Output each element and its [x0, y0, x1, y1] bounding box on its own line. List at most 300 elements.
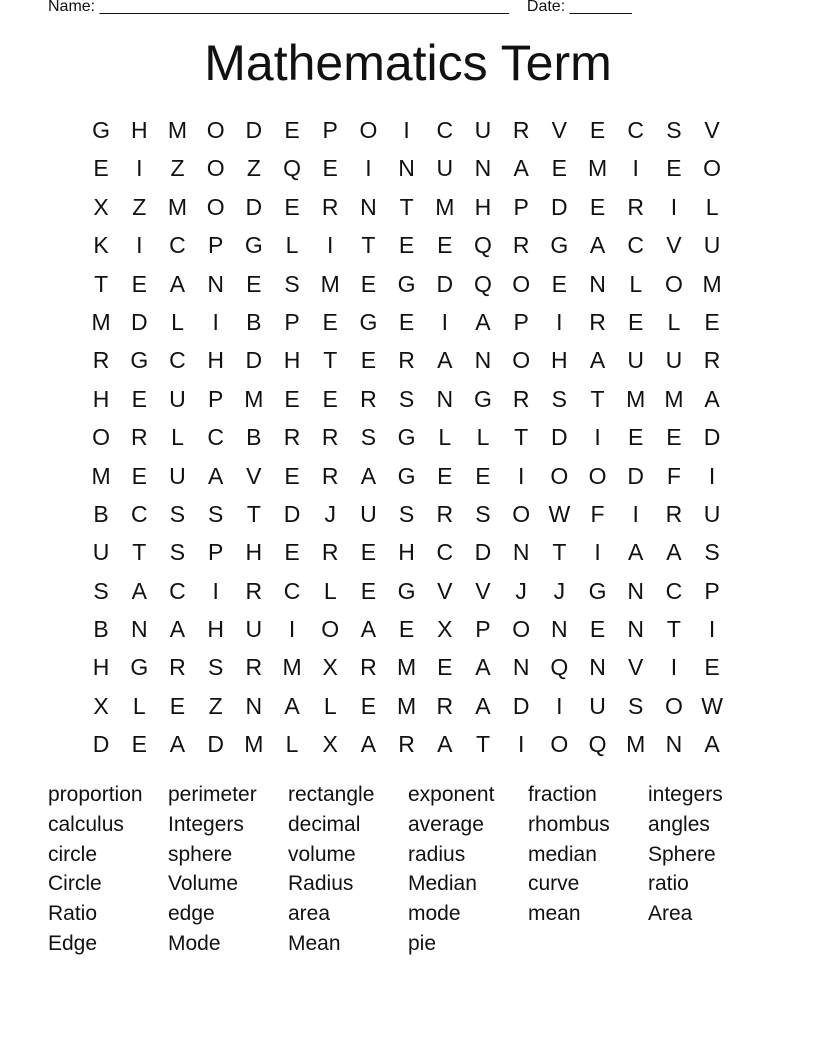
grid-letter[interactable]: D: [436, 270, 454, 297]
grid-letter[interactable]: T: [514, 424, 529, 451]
grid-letter[interactable]: C: [169, 347, 186, 374]
grid-letter[interactable]: E: [284, 117, 300, 143]
grid-letter[interactable]: R: [703, 347, 721, 374]
grid-letter[interactable]: D: [627, 462, 645, 489]
grid-letter[interactable]: D: [245, 193, 263, 220]
grid-letter[interactable]: T: [590, 385, 605, 412]
grid-letter[interactable]: H: [92, 654, 110, 681]
grid-letter[interactable]: T: [552, 539, 567, 566]
grid-letter[interactable]: A: [589, 232, 606, 259]
grid-letter[interactable]: T: [361, 232, 376, 259]
grid-letter[interactable]: N: [398, 155, 415, 182]
grid-letter[interactable]: D: [551, 424, 568, 451]
grid-letter[interactable]: R: [245, 577, 263, 604]
grid-letter[interactable]: R: [321, 462, 339, 489]
grid-letter[interactable]: X: [322, 654, 338, 681]
grid-letter[interactable]: L: [171, 308, 184, 335]
grid-letter[interactable]: L: [171, 424, 184, 451]
grid-letter[interactable]: A: [513, 155, 529, 182]
grid-letter[interactable]: E: [589, 616, 606, 643]
grid-letter[interactable]: R: [512, 232, 530, 259]
grid-letter[interactable]: G: [130, 347, 149, 374]
grid-letter[interactable]: M: [626, 385, 646, 412]
grid-letter[interactable]: D: [92, 731, 110, 758]
grid-letter[interactable]: N: [627, 577, 645, 604]
grid-letter[interactable]: R: [321, 193, 339, 220]
grid-letter[interactable]: I: [556, 308, 563, 335]
grid-letter[interactable]: E: [360, 577, 377, 604]
grid-letter[interactable]: A: [437, 731, 453, 758]
grid-letter[interactable]: Z: [132, 193, 147, 220]
grid-letter[interactable]: P: [207, 385, 224, 412]
grid-letter[interactable]: G: [397, 577, 416, 604]
grid-letter[interactable]: O: [588, 462, 607, 489]
grid-letter[interactable]: S: [398, 500, 415, 527]
grid-letter[interactable]: M: [282, 654, 302, 681]
grid-letter[interactable]: H: [130, 117, 148, 143]
grid-letter[interactable]: Q: [474, 270, 492, 297]
grid-letter[interactable]: K: [93, 232, 109, 259]
grid-letter[interactable]: R: [436, 692, 454, 719]
grid-letter[interactable]: R: [360, 385, 377, 412]
grid-letter[interactable]: A: [704, 385, 720, 412]
grid-letter[interactable]: D: [474, 539, 492, 566]
grid-letter[interactable]: E: [704, 308, 720, 335]
grid-letter[interactable]: R: [169, 654, 186, 681]
grid-letter[interactable]: E: [284, 385, 300, 412]
grid-letter[interactable]: L: [285, 232, 299, 259]
grid-letter[interactable]: F: [590, 500, 605, 527]
grid-letter[interactable]: G: [550, 232, 569, 259]
grid-letter[interactable]: Z: [246, 155, 261, 182]
grid-letter[interactable]: H: [207, 616, 224, 643]
grid-letter[interactable]: M: [91, 308, 111, 335]
grid-letter[interactable]: W: [701, 692, 723, 719]
grid-letter[interactable]: T: [475, 731, 490, 758]
grid-letter[interactable]: U: [589, 692, 606, 719]
grid-letter[interactable]: M: [587, 155, 608, 182]
grid-letter[interactable]: O: [206, 193, 225, 220]
grid-letter[interactable]: E: [666, 155, 682, 182]
grid-letter[interactable]: Z: [170, 155, 185, 182]
grid-letter[interactable]: B: [246, 308, 262, 335]
grid-letter[interactable]: E: [551, 270, 568, 297]
grid-letter[interactable]: H: [398, 539, 415, 566]
grid-letter[interactable]: I: [441, 308, 448, 335]
grid-letter[interactable]: P: [704, 577, 720, 604]
grid-letter[interactable]: S: [704, 539, 720, 566]
grid-letter[interactable]: E: [284, 539, 300, 566]
grid-letter[interactable]: N: [207, 270, 224, 297]
grid-letter[interactable]: R: [321, 424, 339, 451]
grid-letter[interactable]: M: [167, 193, 188, 220]
grid-letter[interactable]: R: [398, 731, 415, 758]
grid-letter[interactable]: C: [130, 500, 148, 527]
grid-letter[interactable]: T: [132, 539, 147, 566]
grid-letter[interactable]: R: [512, 385, 530, 412]
grid-letter[interactable]: D: [130, 308, 148, 335]
grid-letter[interactable]: P: [322, 117, 338, 143]
grid-letter[interactable]: C: [207, 424, 224, 451]
grid-letter[interactable]: A: [666, 539, 682, 566]
grid-letter[interactable]: X: [437, 616, 453, 643]
grid-letter[interactable]: S: [169, 500, 186, 527]
grid-letter[interactable]: E: [589, 117, 606, 143]
grid-letter[interactable]: F: [666, 462, 681, 489]
grid-letter[interactable]: I: [212, 577, 219, 604]
grid-letter[interactable]: I: [632, 500, 639, 527]
grid-letter[interactable]: J: [553, 577, 566, 604]
grid-letter[interactable]: P: [207, 232, 224, 259]
grid-letter[interactable]: I: [632, 155, 639, 182]
grid-letter[interactable]: V: [704, 117, 720, 143]
grid-letter[interactable]: O: [512, 270, 531, 297]
grid-letter[interactable]: A: [704, 731, 720, 758]
grid-letter[interactable]: Q: [474, 232, 492, 259]
grid-letter[interactable]: I: [708, 462, 716, 489]
grid-letter[interactable]: A: [360, 616, 377, 643]
grid-letter[interactable]: I: [136, 232, 143, 259]
grid-letter[interactable]: M: [91, 462, 111, 489]
grid-letter[interactable]: D: [207, 731, 224, 758]
grid-letter[interactable]: C: [436, 539, 454, 566]
grid-letter[interactable]: E: [169, 692, 186, 719]
grid-letter[interactable]: E: [284, 193, 300, 220]
grid-letter[interactable]: V: [551, 117, 568, 143]
grid-letter[interactable]: E: [437, 654, 453, 681]
grid-letter[interactable]: G: [588, 577, 607, 604]
grid-letter[interactable]: C: [627, 117, 645, 143]
grid-letter[interactable]: S: [551, 385, 568, 412]
grid-letter[interactable]: G: [359, 308, 378, 335]
grid-letter[interactable]: A: [169, 731, 186, 758]
grid-letter[interactable]: H: [283, 347, 301, 374]
grid-letter[interactable]: C: [436, 117, 454, 143]
grid-letter[interactable]: C: [627, 232, 645, 259]
grid-letter[interactable]: E: [322, 385, 338, 412]
grid-letter[interactable]: V: [628, 654, 644, 681]
grid-letter[interactable]: M: [664, 385, 684, 412]
grid-letter[interactable]: R: [398, 347, 415, 374]
grid-letter[interactable]: R: [283, 424, 301, 451]
word-list-item: average: [408, 812, 484, 836]
grid-letter[interactable]: E: [360, 539, 377, 566]
grid-letter[interactable]: L: [438, 424, 452, 451]
grid-letter[interactable]: E: [131, 385, 147, 412]
grid-letter[interactable]: O: [664, 270, 683, 297]
grid-letter[interactable]: H: [245, 539, 263, 566]
grid-letter[interactable]: A: [207, 462, 224, 489]
grid-letter[interactable]: T: [94, 270, 109, 297]
grid-letter[interactable]: G: [397, 270, 416, 297]
grid-letter[interactable]: C: [169, 577, 186, 604]
grid-letter[interactable]: R: [589, 308, 606, 335]
grid-letter[interactable]: O: [512, 500, 531, 527]
grid-letter[interactable]: R: [665, 500, 683, 527]
grid-letter[interactable]: X: [322, 731, 338, 758]
grid-letter[interactable]: N: [589, 654, 606, 681]
grid-letter[interactable]: H: [207, 347, 224, 374]
grid-letter[interactable]: U: [92, 539, 110, 566]
grid-letter[interactable]: A: [360, 462, 377, 489]
grid-letter[interactable]: O: [703, 155, 722, 182]
grid-letter[interactable]: W: [548, 500, 571, 527]
grid-letter[interactable]: D: [551, 193, 568, 220]
grid-letter[interactable]: M: [626, 731, 646, 758]
grid-letter[interactable]: C: [169, 232, 186, 259]
grid-letter[interactable]: U: [245, 616, 263, 643]
grid-letter[interactable]: S: [207, 654, 224, 681]
grid-letter[interactable]: L: [285, 731, 299, 758]
word-list-item: Median: [408, 872, 477, 896]
grid-letter[interactable]: E: [360, 347, 377, 374]
grid-letter[interactable]: E: [628, 308, 644, 335]
grid-letter[interactable]: M: [320, 270, 340, 297]
grid-letter[interactable]: E: [398, 616, 415, 643]
grid-letter[interactable]: I: [594, 539, 601, 566]
word-list-item: Circle: [48, 872, 102, 896]
grid-letter[interactable]: R: [321, 539, 339, 566]
grid-letter[interactable]: A: [589, 347, 606, 374]
grid-letter[interactable]: H: [551, 347, 568, 374]
grid-letter[interactable]: O: [359, 117, 378, 143]
grid-letter[interactable]: R: [130, 424, 148, 451]
grid-letter[interactable]: O: [92, 424, 111, 451]
grid-letter[interactable]: U: [169, 462, 186, 489]
grid-letter[interactable]: R: [436, 500, 454, 527]
grid-letter[interactable]: P: [475, 616, 491, 643]
grid-letter[interactable]: T: [399, 193, 414, 220]
grid-letter[interactable]: D: [245, 347, 263, 374]
grid-letter[interactable]: N: [436, 385, 454, 412]
grid-letter[interactable]: Q: [550, 654, 569, 681]
grid-letter[interactable]: U: [474, 117, 492, 143]
grid-letter[interactable]: I: [403, 117, 410, 143]
grid-letter[interactable]: G: [244, 232, 263, 259]
grid-letter[interactable]: R: [245, 654, 263, 681]
word-list-item: median: [528, 842, 597, 866]
grid-letter[interactable]: B: [246, 424, 262, 451]
grid-letter[interactable]: D: [512, 692, 530, 719]
grid-letter[interactable]: L: [132, 692, 146, 719]
grid-letter[interactable]: G: [92, 117, 111, 143]
grid-letter[interactable]: O: [512, 616, 531, 643]
grid-letter[interactable]: S: [475, 500, 491, 527]
grid-letter[interactable]: L: [629, 270, 643, 297]
grid-letter[interactable]: E: [704, 654, 720, 681]
grid-letter[interactable]: S: [207, 500, 224, 527]
grid-letter[interactable]: A: [475, 654, 491, 681]
grid-letter[interactable]: R: [360, 654, 377, 681]
header-line: [48, 0, 632, 16]
word-list-item: calculus: [48, 812, 124, 836]
grid-letter[interactable]: N: [589, 270, 606, 297]
grid-letter[interactable]: L: [667, 308, 681, 335]
grid-letter[interactable]: I: [670, 654, 678, 681]
grid-letter[interactable]: E: [284, 462, 300, 489]
grid-letter[interactable]: E: [475, 462, 491, 489]
grid-letter[interactable]: L: [323, 692, 337, 719]
grid-letter[interactable]: U: [703, 232, 721, 259]
grid-letter[interactable]: I: [517, 462, 525, 489]
grid-letter[interactable]: O: [550, 731, 569, 758]
grid-letter[interactable]: O: [664, 692, 683, 719]
grid-letter[interactable]: P: [207, 539, 224, 566]
grid-letter[interactable]: Q: [283, 155, 301, 182]
grid-letter[interactable]: V: [246, 462, 262, 489]
grid-letter[interactable]: U: [360, 500, 377, 527]
grid-letter[interactable]: E: [360, 270, 377, 297]
grid-letter[interactable]: D: [703, 424, 721, 451]
grid-letter[interactable]: I: [594, 424, 601, 451]
grid-letter[interactable]: E: [131, 731, 147, 758]
grid-letter[interactable]: E: [93, 155, 109, 182]
grid-letter[interactable]: M: [167, 117, 188, 143]
grid-letter[interactable]: S: [628, 692, 644, 719]
grid-letter[interactable]: G: [397, 462, 416, 489]
grid-letter[interactable]: I: [365, 155, 372, 182]
grid-letter[interactable]: L: [323, 577, 337, 604]
grid-letter[interactable]: U: [436, 155, 454, 182]
grid-letter[interactable]: P: [513, 193, 529, 220]
name-field[interactable]: Name: ______________________________________________: [48, 0, 509, 15]
grid-letter[interactable]: T: [666, 616, 681, 643]
grid-letter[interactable]: A: [437, 347, 453, 374]
grid-letter[interactable]: S: [169, 539, 186, 566]
grid-letter[interactable]: I: [670, 193, 678, 220]
grid-letter[interactable]: J: [324, 500, 336, 527]
grid-letter[interactable]: G: [397, 424, 416, 451]
grid-letter[interactable]: M: [435, 193, 455, 220]
grid-letter[interactable]: O: [321, 616, 340, 643]
grid-letter[interactable]: N: [474, 347, 492, 374]
grid-letter[interactable]: E: [131, 462, 147, 489]
grid-letter[interactable]: E: [398, 308, 415, 335]
grid-letter[interactable]: S: [284, 270, 300, 297]
grid-letter[interactable]: H: [474, 193, 492, 220]
grid-letter[interactable]: L: [476, 424, 490, 451]
word-list-item: rectangle: [288, 783, 375, 806]
grid-letter[interactable]: E: [437, 462, 453, 489]
grid-letter[interactable]: G: [474, 385, 492, 412]
grid-letter[interactable]: G: [130, 654, 149, 681]
grid-letter[interactable]: J: [515, 577, 527, 604]
grid-letter[interactable]: E: [322, 155, 338, 182]
grid-letter[interactable]: U: [169, 385, 186, 412]
grid-letter[interactable]: C: [665, 577, 683, 604]
word-list-item: decimal: [288, 812, 361, 836]
grid-letter[interactable]: H: [92, 385, 110, 412]
grid-letter[interactable]: N: [665, 731, 683, 758]
grid-letter[interactable]: E: [437, 232, 453, 259]
grid-letter[interactable]: P: [284, 308, 300, 335]
grid-letter[interactable]: R: [627, 193, 645, 220]
grid-letter[interactable]: U: [665, 347, 683, 374]
grid-letter[interactable]: I: [327, 232, 334, 259]
grid-letter[interactable]: A: [628, 539, 644, 566]
grid-letter[interactable]: O: [206, 117, 225, 143]
grid-letter[interactable]: I: [708, 616, 716, 643]
grid-letter[interactable]: T: [246, 500, 261, 527]
grid-letter[interactable]: M: [702, 270, 722, 297]
grid-letter[interactable]: L: [705, 193, 719, 220]
grid-letter[interactable]: N: [551, 616, 568, 643]
grid-letter[interactable]: E: [589, 193, 606, 220]
grid-letter[interactable]: P: [513, 308, 529, 335]
grid-letter[interactable]: O: [550, 462, 569, 489]
grid-letter[interactable]: C: [283, 577, 301, 604]
grid-letter[interactable]: E: [666, 424, 682, 451]
grid-letter[interactable]: S: [93, 577, 109, 604]
grid-letter[interactable]: N: [130, 616, 148, 643]
grid-letter[interactable]: I: [288, 616, 296, 643]
grid-letter[interactable]: S: [666, 117, 682, 143]
grid-letter[interactable]: I: [517, 731, 525, 758]
grid-letter[interactable]: Q: [588, 731, 607, 758]
grid-letter[interactable]: B: [93, 616, 109, 643]
grid-letter[interactable]: E: [398, 232, 415, 259]
grid-letter[interactable]: A: [131, 577, 147, 604]
grid-letter[interactable]: A: [475, 308, 491, 335]
grid-letter[interactable]: X: [93, 692, 109, 719]
grid-letter[interactable]: N: [474, 155, 492, 182]
grid-letter[interactable]: A: [475, 692, 491, 719]
grid-letter[interactable]: S: [360, 424, 377, 451]
grid-letter[interactable]: I: [556, 692, 563, 719]
grid-letter[interactable]: U: [703, 500, 721, 527]
grid-letter[interactable]: A: [284, 692, 300, 719]
grid-letter[interactable]: I: [136, 155, 143, 182]
grid-letter[interactable]: O: [206, 155, 225, 182]
grid-letter[interactable]: O: [512, 347, 531, 374]
grid-letter[interactable]: M: [397, 654, 417, 681]
grid-letter[interactable]: S: [398, 385, 415, 412]
grid-letter[interactable]: V: [475, 577, 491, 604]
grid-letter[interactable]: X: [93, 193, 109, 220]
grid-letter[interactable]: M: [397, 692, 417, 719]
grid-letter[interactable]: R: [512, 117, 530, 143]
grid-letter[interactable]: A: [169, 270, 186, 297]
grid-letter[interactable]: N: [360, 193, 377, 220]
grid-letter[interactable]: V: [437, 577, 453, 604]
grid-letter[interactable]: E: [131, 270, 147, 297]
grid-letter[interactable]: U: [627, 347, 645, 374]
grid-letter[interactable]: N: [512, 539, 530, 566]
grid-letter[interactable]: B: [93, 500, 109, 527]
grid-letter[interactable]: M: [244, 731, 264, 758]
grid-letter[interactable]: Z: [208, 692, 223, 719]
grid-letter[interactable]: N: [627, 616, 645, 643]
grid-letter[interactable]: E: [551, 155, 568, 182]
grid-letter[interactable]: E: [246, 270, 262, 297]
grid-letter[interactable]: M: [244, 385, 264, 412]
grid-letter[interactable]: D: [245, 117, 263, 143]
grid-letter[interactable]: D: [283, 500, 301, 527]
grid-letter[interactable]: T: [323, 347, 338, 374]
grid-letter[interactable]: E: [322, 308, 338, 335]
grid-letter[interactable]: A: [360, 731, 377, 758]
grid-letter[interactable]: N: [512, 654, 530, 681]
grid-letter[interactable]: R: [92, 347, 110, 374]
date-field[interactable]: Date: _______: [526, 0, 632, 15]
grid-letter[interactable]: E: [360, 692, 377, 719]
grid-letter[interactable]: N: [245, 692, 263, 719]
grid-letter[interactable]: I: [212, 308, 219, 335]
grid-letter[interactable]: E: [628, 424, 644, 451]
word-list-item: angles: [648, 812, 710, 836]
grid-letter[interactable]: V: [666, 232, 682, 259]
grid-letter[interactable]: A: [169, 616, 186, 643]
